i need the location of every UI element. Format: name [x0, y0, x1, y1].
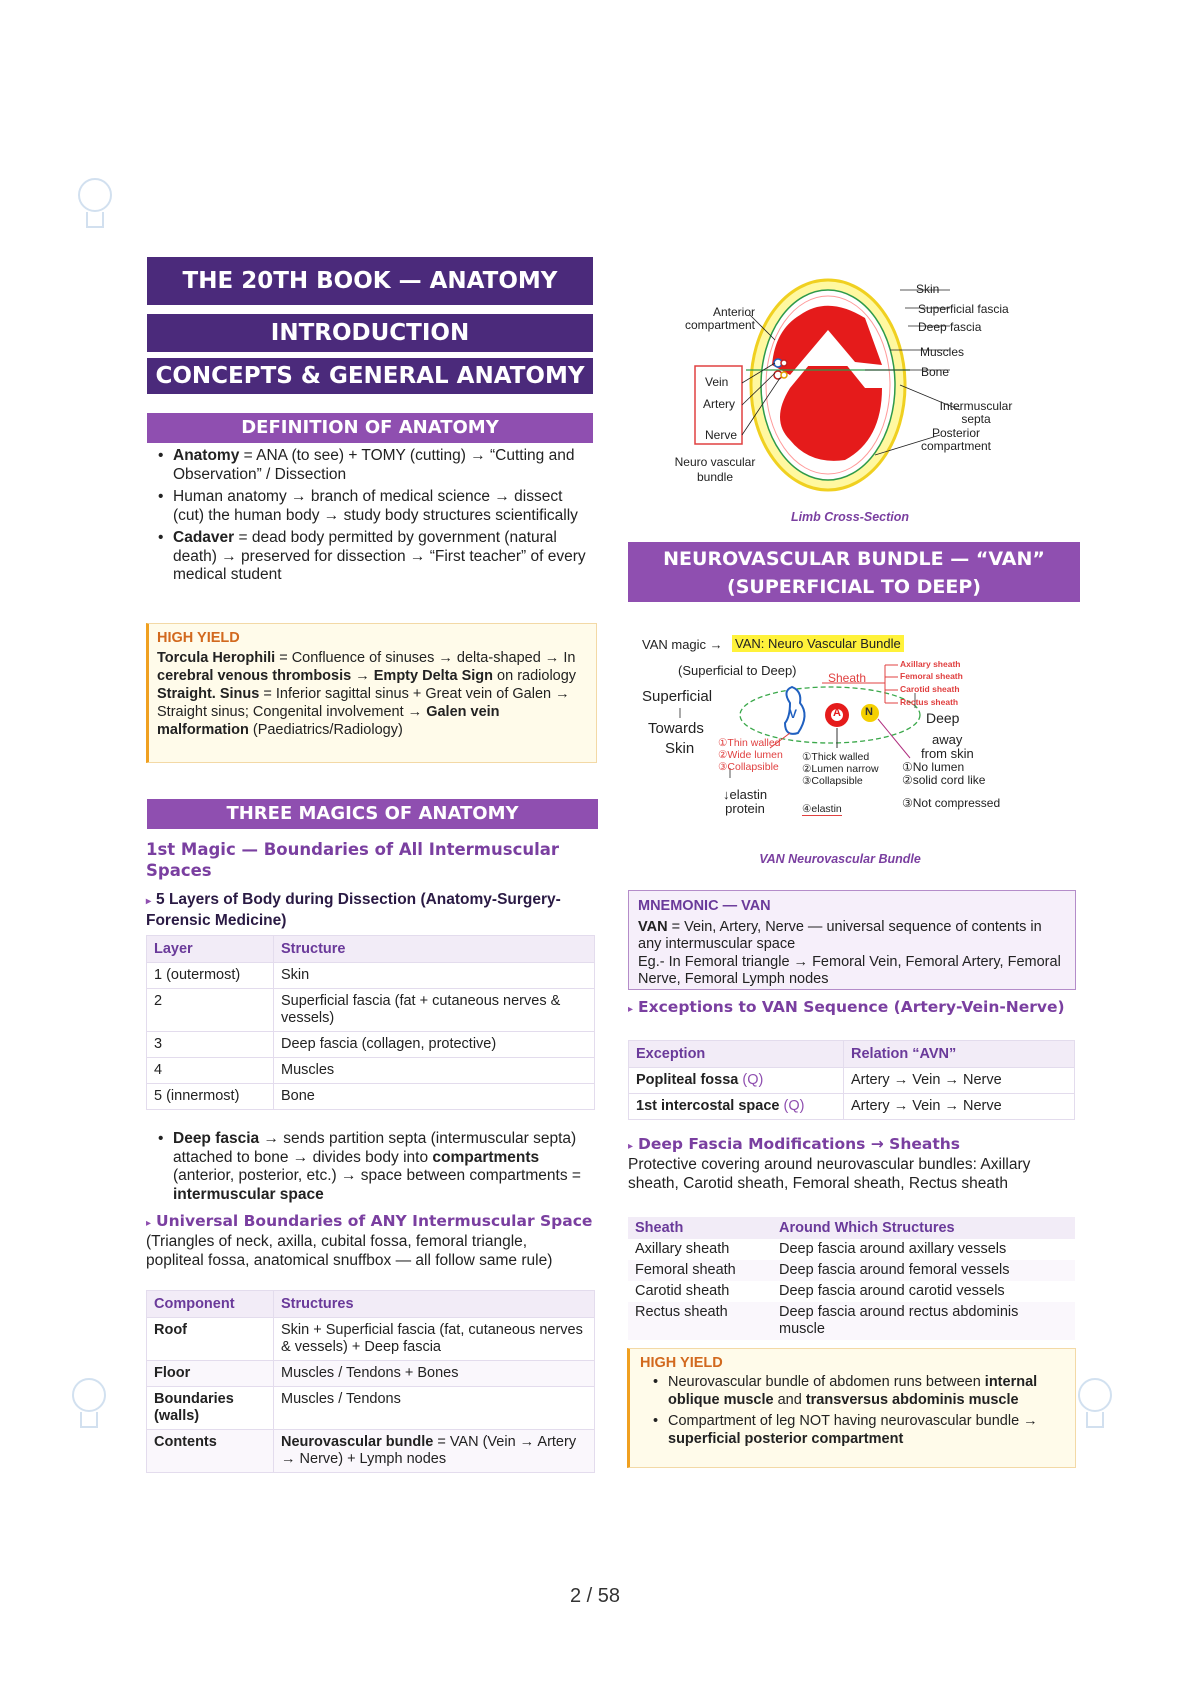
components-table	[146, 1290, 595, 1473]
nerve-letter: N	[865, 706, 873, 718]
elastin-protein: ↓elastin protein	[723, 787, 768, 816]
list-item: • Anatomy = ANA (to see) + TOMY (cutting) → “Cutting and Observation” / Dissection	[173, 447, 597, 484]
list-item: • Human anatomy → branch of medical science → dissect (cut) the human body → study body structures scientifically	[173, 488, 597, 525]
label-superficial-to-deep: (Superficial to Deep)	[678, 663, 797, 678]
neurovascular-band: NEUROVASCULAR BUNDLE — “VAN” (SUPERFICIAL TO DEEP)	[628, 542, 1080, 602]
high-yield-title: HIGH YIELD	[640, 1355, 723, 1371]
table-row: Femoral sheath Deep fascia around femoral vessels	[628, 1260, 1075, 1281]
deep-fascia-list	[147, 1130, 597, 1208]
label-intermuscular-septa: Intermuscular septa	[939, 399, 1013, 426]
high-yield-paragraph: Straight. Sinus = Inferior sagittal sinus + Great vein of Galen → Straight sinus; Congenital involvement → Galen vein malformation (Paediatrics/Radiology)	[157, 686, 570, 738]
list-item: • Cadaver = dead body permitted by government (natural death) → preserved for dissection → “First teacher” of every medical student	[173, 529, 597, 585]
table-header: Around Which Structures	[772, 1217, 1075, 1239]
definition-list	[147, 447, 597, 589]
mnemonic-title: MNEMONIC — VAN	[638, 898, 771, 914]
mnemonic-box	[628, 890, 1076, 990]
concepts-band: CONCEPTS & GENERAL ANATOMY	[147, 358, 593, 394]
label-artery: Artery	[703, 397, 736, 411]
label-deep-fascia: Deep fascia	[918, 320, 982, 334]
table-row: Floor Muscles / Tendons + Bones	[147, 1361, 595, 1387]
label-superficial-fascia: Superficial fascia	[918, 302, 1009, 316]
label-skin: Skin	[916, 282, 940, 296]
van-magic-highlight: VAN: Neuro Vascular Bundle	[732, 635, 904, 652]
van-diagram-caption: VAN Neurovascular Bundle	[759, 852, 921, 866]
high-yield-title: HIGH YIELD	[157, 630, 240, 646]
table-header: Sheath	[628, 1217, 772, 1239]
table-header: Relation “AVN”	[844, 1041, 1075, 1068]
table-row: 4 Muscles	[147, 1058, 595, 1084]
label-anterior-compartment: Anterior compartment	[684, 305, 755, 332]
label-neuro-vascular-bundle: Neuro vascular bundle	[674, 455, 756, 484]
page-number: 2 / 58	[569, 1585, 621, 1607]
label-vein: Vein	[705, 375, 729, 389]
label-sheath: Sheath	[828, 671, 867, 685]
table-row: 1st intercostal space (Q) Artery → Vein → Nerve	[629, 1094, 1075, 1120]
table-row: Boundaries (walls) Muscles / Tendons	[147, 1387, 595, 1430]
sheath-item: Carotid sheath	[900, 684, 960, 694]
layers-table	[146, 935, 595, 1110]
definition-heading: DEFINITION OF ANATOMY	[147, 413, 593, 443]
universal-text: (Triangles of neck, axilla, cubital fossa, femoral triangle, popliteal fossa, anatomical snuffbox — all follow same rule)	[146, 1233, 553, 1269]
table-row: 3 Deep fascia (collagen, protective)	[147, 1032, 595, 1058]
label-posterior-compartment: Posterior compartment	[920, 426, 992, 453]
table-header: Component	[147, 1291, 274, 1318]
table-row: Carotid sheath Deep fascia around carotid vessels	[635, 1283, 1005, 1299]
limb-diagram-caption: Limb Cross-Section	[790, 510, 910, 524]
sheath-item: Axillary sheath	[900, 659, 961, 669]
list-item: • Deep fascia → sends partition septa (intermuscular septa) attached to bone → divides body into compartments (anterior, posterior, etc.) → space between compartments = intermuscular space	[173, 1130, 597, 1204]
label-skin: Skin	[665, 740, 695, 757]
limb-cross-section-diagram	[650, 270, 1070, 500]
table-row: Popliteal fossa (Q) Artery → Vein → Nerve	[629, 1068, 1075, 1094]
artery-properties: ①Thick walled ②Lumen narrow ③Collapsible	[802, 751, 879, 787]
introduction-band: INTRODUCTION	[147, 314, 593, 352]
deep-fascia-mod-heading: ▸ Deep Fascia Modifications → Sheaths	[628, 1135, 961, 1153]
elastin-label: ④elastin	[802, 803, 842, 815]
label-deep: Deep	[926, 710, 960, 726]
mnemonic-example: Eg.- In Femoral triangle → Femoral Vein, Femoral Artery, Femoral Nerve, Femoral Lymph nodes	[638, 953, 1061, 987]
table-header: Exception	[629, 1041, 844, 1068]
label-from-skin: from skin	[921, 746, 974, 761]
book-title-band: THE 20TH BOOK — ANATOMY	[147, 257, 593, 305]
van-diagram	[640, 633, 1080, 833]
label-nerve: Nerve	[705, 428, 738, 442]
label-superficial: Superficial	[642, 688, 713, 705]
triangle-bullet-icon: ▸	[146, 1218, 152, 1229]
mnemonic-text: VAN = Vein, Artery, Nerve — universal sequence of contents in any intermuscular space	[638, 918, 1042, 952]
table-header: Structures	[274, 1291, 595, 1318]
triangle-bullet-icon: ▸	[628, 1141, 634, 1152]
universal-heading: ▸ Universal Boundaries of ANY Intermuscular Space	[146, 1212, 593, 1230]
layers-heading: ▸ 5 Layers of Body during Dissection (Anatomy-Surgery-Forensic Medicine)	[146, 891, 561, 929]
triangle-bullet-icon: ▸	[628, 1004, 634, 1015]
label-towards: Towards	[648, 720, 704, 737]
sheath-table	[628, 1217, 1075, 1340]
van-magic-prefix: VAN magic →	[642, 637, 723, 652]
table-row: 2 Superficial fascia (fat + cutaneous nerves & vessels)	[147, 989, 595, 1032]
exceptions-table	[628, 1040, 1075, 1120]
table-row: Roof Skin + Superficial fascia (fat, cutaneous nerves & vessels) + Deep fascia	[147, 1318, 595, 1361]
list-item: • Neurovascular bundle of abdomen runs between internal oblique muscle and transversus abdominis muscle	[668, 1374, 1065, 1409]
table-row: Axillary sheath Deep fascia around axillary vessels	[635, 1241, 1007, 1257]
high-yield-box	[627, 1348, 1076, 1468]
table-row: Contents Neurovascular bundle = VAN (Vein → Artery → Nerve) + Lymph nodes	[147, 1430, 595, 1473]
triangle-bullet-icon: ▸	[146, 896, 152, 907]
artery-letter: A	[833, 707, 841, 719]
label-muscles: Muscles	[920, 345, 965, 359]
three-magics-heading: THREE MAGICS OF ANATOMY	[147, 799, 598, 829]
sheath-item: Rectus sheath	[900, 697, 959, 707]
table-row: 1 (outermost) Skin	[147, 963, 595, 989]
lightbulb-brain-icon	[72, 1370, 106, 1432]
table-header: Structure	[274, 936, 595, 963]
vein-properties: ①Thin walled ②Wide lumen ③Collapsible	[718, 737, 783, 773]
vein-letter: V	[789, 707, 798, 721]
table-header: Layer	[147, 936, 274, 963]
nerve-properties: ①No lumen ②solid cord like ③Not compressed	[902, 760, 1001, 810]
table-row: 5 (innermost) Bone	[147, 1084, 595, 1110]
sheath-item: Femoral sheath	[900, 671, 963, 681]
first-magic-heading: 1st Magic — Boundaries of All Intermuscular Spaces	[146, 840, 560, 880]
label-bone: Bone	[921, 365, 950, 379]
lightbulb-brain-icon	[1078, 1370, 1112, 1432]
list-item: • Compartment of leg NOT having neurovascular bundle → superficial posterior compartment	[668, 1413, 1065, 1448]
van-diagram-svg	[640, 633, 1080, 833]
deep-fascia-mod-text: Protective covering around neurovascular bundles: Axillary sheath, Carotid sheath, Femoral sheath, Rectus sheath	[628, 1156, 1031, 1192]
high-yield-paragraph: Torcula Herophili = Confluence of sinuses → delta-shaped → In cerebral venous thrombosis → Empty Delta Sign on radiology	[157, 650, 577, 684]
table-row: Rectus sheath Deep fascia around rectus abdominis muscle	[628, 1302, 1075, 1340]
label-away: away	[932, 732, 963, 747]
exceptions-heading: ▸ Exceptions to VAN Sequence (Artery-Vein-Nerve)	[628, 998, 1065, 1016]
high-yield-box	[146, 623, 597, 763]
lightbulb-brain-icon	[78, 170, 112, 232]
